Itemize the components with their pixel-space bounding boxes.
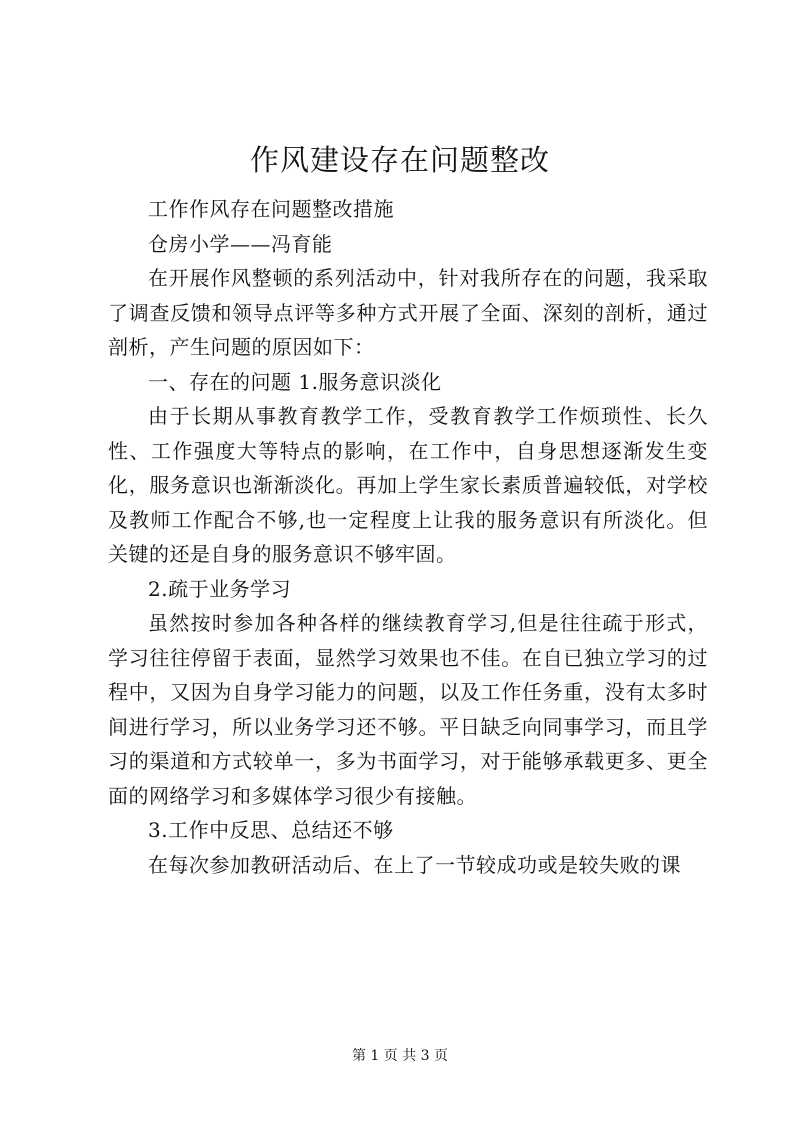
section-heading-3: 3.工作中反思、总结还不够 bbox=[148, 818, 394, 842]
paragraph-intro: 在开展作风整顿的系列活动中，针对我所存在的问题，我采取了调查反馈和领导点评等多种方式开展了全面、深刻的剖析，通过剖析，产生问题的原因如下： bbox=[108, 266, 708, 359]
paragraph-reflection: 在每次参加教研活动后、在上了一节较成功或是较失败的课 bbox=[148, 852, 681, 877]
paragraph-author: 仓房小学——冯育能 bbox=[148, 231, 333, 256]
document-title: 作风建设存在问题整改 bbox=[249, 143, 550, 177]
paragraph-service-awareness: 由于长期从事教育教学工作，受教育教学工作烦琐性、长久性、工作强度大等特点的影响，在工作中，自身思想逐渐发生变化，服务意识也渐渐淡化。再加上学生家长素质普遍较低，对学校及教师工作配合不够,也一定程度上让我的服务意识有所淡化。但关键的还是自身的服务意识不够牢固。 bbox=[108, 404, 708, 566]
page-footer: 第 1 页 共 3 页 bbox=[351, 1048, 449, 1064]
document-body bbox=[108, 192, 708, 882]
section-heading-2: 2.疏于业务学习 bbox=[148, 576, 292, 601]
section-heading-1: 一、存在的问题 1.服务意识淡化 bbox=[148, 369, 442, 394]
paragraph-subtitle: 工作作风存在问题整改措施 bbox=[148, 197, 394, 221]
paragraph-business-study: 虽然按时参加各种各样的继续教育学习,但是往往疏于形式，学习往往停留于表面，显然学习效果也不佳。在自已独立学习的过程中，又因为自身学习能力的问题，以及工作任务重，没有太多时间进行学习，所以业务学习还不够。平日缺乏向同事学习，而且学习的渠道和方式较单一，多为书面学习，对于能够承载更多、更全面的网络学习和多媒体学习很少有接触。 bbox=[108, 611, 708, 808]
